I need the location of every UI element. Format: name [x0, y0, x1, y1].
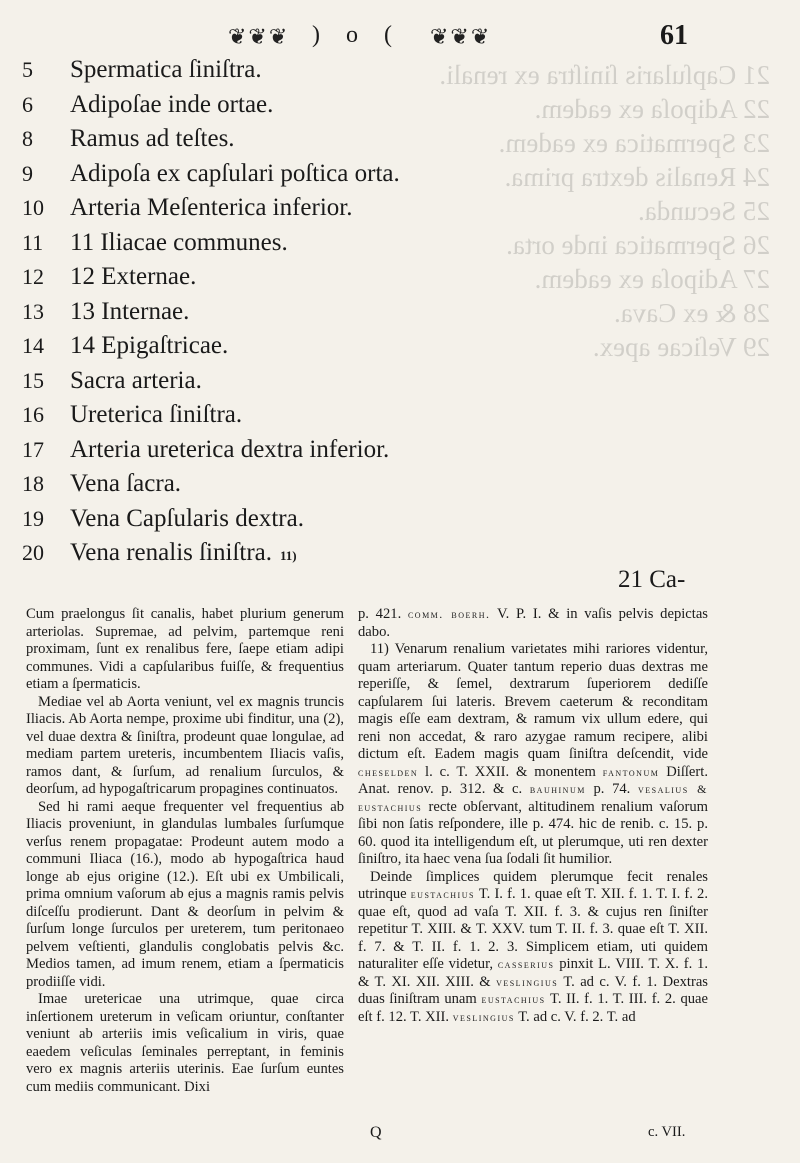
page-number: 61	[660, 20, 688, 51]
legend-number: 6	[22, 91, 33, 117]
legend-text: Sacra arteria.	[70, 366, 202, 394]
text-run: recte obſervant, altitudinem renalium vaſorum ſibi non ſatis reſpondere, ille p. 474. hic de renib. c. 15. p. 60. quod ita intelligendum eſt, ut plerumque, uti ren dexter ſiniſtro, ita haec vena ſua ſodali ſit humilior.	[358, 798, 708, 867]
legend-number: 11	[22, 229, 44, 255]
text-column-right	[358, 606, 708, 1026]
text-run: p. 421.	[358, 606, 402, 622]
legend-item	[22, 91, 482, 126]
legend-number: 17	[22, 436, 44, 462]
paragraph: Mediae vel ab Aorta veniunt, vel ex magnis truncis Iliacis. Ab Aorta nempe, proxime ubi finditur, una (2), vel duae dextra & ſiniſtra, prodeunt quae longulae, ad mediam partem ureteris, incumbentem Iliacis vaſis, ramos dant, & ſurſum, ad renalium ſurculos, & deorſum, ad hypogaſtricarum propagines continuatos.	[26, 693, 344, 797]
author-name: eustachius	[410, 887, 475, 901]
text-column-left	[26, 606, 344, 1096]
legend-text: Spermatica ſiniſtra.	[70, 56, 262, 83]
legend-number: 12	[22, 264, 44, 289]
text-run: T. ad c. V. f. 1. Dextras duas ſiniſtram unam	[358, 973, 708, 1007]
legend-text: 13 Internae.	[70, 297, 190, 325]
text-run: l. c. T. XXII. & monentem	[425, 763, 596, 780]
legend-text: 14 Epigaſtricae.	[70, 332, 229, 359]
legend-catchword: 21 Ca-	[618, 566, 686, 593]
legend-item	[22, 539, 482, 574]
bleed-through-text: 21 Capſularis ſiniſtra ex renali. 22 Adipoſa ex eadem. 23 Spermatica ex eadem. 24 Renalis dextra prima. 25 Secunda. 26 Spermatica inde orta. 27 Adipoſa ex eadem. 28 & ex Cava. 29 Veſicae apex.	[439, 60, 770, 362]
author-name: bauhinum	[529, 782, 586, 796]
header-ornament-left: ❦❦❦	[228, 24, 290, 49]
paragraph	[358, 606, 708, 641]
author-name: veslingius	[496, 974, 559, 989]
legend-item	[22, 229, 482, 264]
author-name: vesalius & eustachius	[358, 782, 708, 814]
legend-text: Adipoſa ex capſulari poſtica orta.	[70, 159, 400, 187]
legend-text: 11 Iliacae communes.	[70, 228, 288, 256]
legend-item	[22, 505, 482, 540]
page-catchword: c. VII.	[648, 1124, 686, 1140]
legend-number: 19	[22, 505, 44, 531]
legend-number: 15	[22, 367, 44, 393]
text-run: Diſſert. Anat. renov. p. 312. & c.	[358, 763, 708, 797]
text-run: T. ad c. V. f. 2. T. ad	[518, 1008, 636, 1025]
legend-text: Vena ſacra.	[70, 470, 182, 497]
text-run: Deinde ſimplices quidem plerumque fecit renales utrinque	[358, 868, 708, 902]
text-run: pinxit L. VIII. T. X. f. 1. & T. XI. XII. XIII. &	[358, 956, 708, 990]
header-ornament-right: ❦❦❦	[430, 24, 492, 49]
signature-mark: Q	[370, 1124, 382, 1141]
text-run: T. II. f. 1. T. III. f. 2. quae eſt f. 12. T. XII.	[358, 991, 709, 1025]
legend-number: 14	[22, 333, 44, 358]
legend-number: 13	[22, 298, 44, 324]
legend-number: 10	[22, 195, 44, 220]
text-run: T. I. f. 1. quae eſt T. XII. f. 1. T. I. f. 2. quae eſt, quod ad vaſa T. XII. f. 3. & cujus ren ſiniſter repetitur T. XIII. & T. XXV. tum T. II. f. 3. quae eſt T. XII. f. 7. & T. II. f. 1. 2. 3. Simplicem etiam, uti quidem naturaliter eſſe videtur,	[358, 886, 709, 972]
legend-number: 5	[22, 57, 33, 82]
author-name: eustachius	[481, 992, 546, 1006]
legend-item	[22, 332, 482, 367]
legend-number: 8	[22, 126, 33, 151]
legend-text: Vena Capſularis dextra.	[70, 504, 304, 532]
footnote-reference: 11)	[280, 548, 297, 563]
legend-text: Vena renalis ſiniſtra.	[70, 539, 273, 566]
text-run: V. P. I. & in vaſis pelvis depictas dabo.	[358, 606, 708, 640]
legend-text: Arteria Meſenterica inferior.	[70, 194, 353, 221]
author-name: comm. boerh.	[407, 607, 491, 621]
text-run: 11) Venarum renalium varietates mihi rariores videntur, quam arteriarum. Quater tantum reperio duas dextras me reperiſſe, & ſemel, dextrarum ſuperiorem dediſſe capſularem ſui lateris. Brevem caeterum & reconditam magis eſſe eam dextram, & ramum vix ullum edere, qui reni non accedat, & raro azygae ramum recipere, alibi dictum eſt. Eadem magis quam ſiniſtra deſcendit, vide	[358, 641, 708, 762]
author-name: casserius	[497, 957, 555, 971]
author-name: fantonum	[602, 764, 660, 779]
legend-number: 16	[22, 402, 44, 427]
figure-legend	[22, 56, 482, 574]
legend-item	[22, 367, 482, 402]
header-marks: ) o (	[312, 22, 402, 48]
legend-item	[22, 160, 482, 195]
legend-item	[22, 56, 482, 91]
legend-text: 12 Externae.	[70, 263, 197, 290]
paragraph: Sed hi rami aeque frequenter vel frequentius ab Iliacis proveniunt, in glandulas lumbales ſurſumque verſus renem propagatae: Prodeunt autem modo a communi Iliaca (16.), modo ab hypogaſtrica haud longe ab ejus origine (12.). Eſt ubi ex Umbilicali, prima omnium vaſorum ab ejus a magnis ramis pelvis diſceſſu prodierunt. Dant & deorſum in pelvim & ſurſum longe ſurculos per ureterem, tum peritonaeo pelvem veſtienti, glandulis conglobatis pelvis &c. Medios tamen, ad imum renem, etiam a ſpermaticis prodiiſſe vidi.	[26, 798, 344, 990]
author-name: veslingius	[452, 1009, 515, 1024]
legend-text: Adipoſae inde ortae.	[70, 90, 274, 118]
page-header	[0, 10, 800, 50]
legend-text: Ramus ad teſtes.	[70, 125, 235, 152]
legend-number: 18	[22, 471, 44, 496]
legend-number: 9	[22, 160, 33, 186]
legend-item	[22, 298, 482, 333]
text-run: p. 74.	[593, 781, 631, 797]
legend-item	[22, 436, 482, 471]
paragraph: Imae uretericae una utrimque, quae circa inſertionem ureterum in veſicam oriuntur, conſtanter veniunt ab arteriis imis veſicalium in viris, quae eaedem veſiculas ſeminales perreptant, in feminis vero ex magnis arteriis uterinis. Eae ſurſum euntes cum mediis communicant. Dixi	[26, 991, 344, 1095]
legend-text: Arteria ureterica dextra inferior.	[70, 435, 390, 463]
legend-item	[22, 401, 482, 436]
paragraph	[358, 869, 708, 1027]
legend-item	[22, 470, 482, 505]
author-name: cheselden	[358, 764, 419, 779]
legend-number: 20	[22, 540, 44, 565]
paragraph: Cum praelongus ſit canalis, habet plurium generum arteriolas. Supremae, ad pelvim, partemque reni proximam, ſunt ex renalibus fere, ſaepe etiam adipi communes. Vidi a capſularibus fuiſſe, & frequentius etiam a ſpermaticis.	[26, 606, 344, 692]
legend-text: Ureterica ſiniſtra.	[70, 401, 243, 428]
footnote-paragraph	[358, 641, 708, 869]
legend-item	[22, 194, 482, 229]
legend-item	[22, 263, 482, 298]
legend-item	[22, 125, 482, 160]
